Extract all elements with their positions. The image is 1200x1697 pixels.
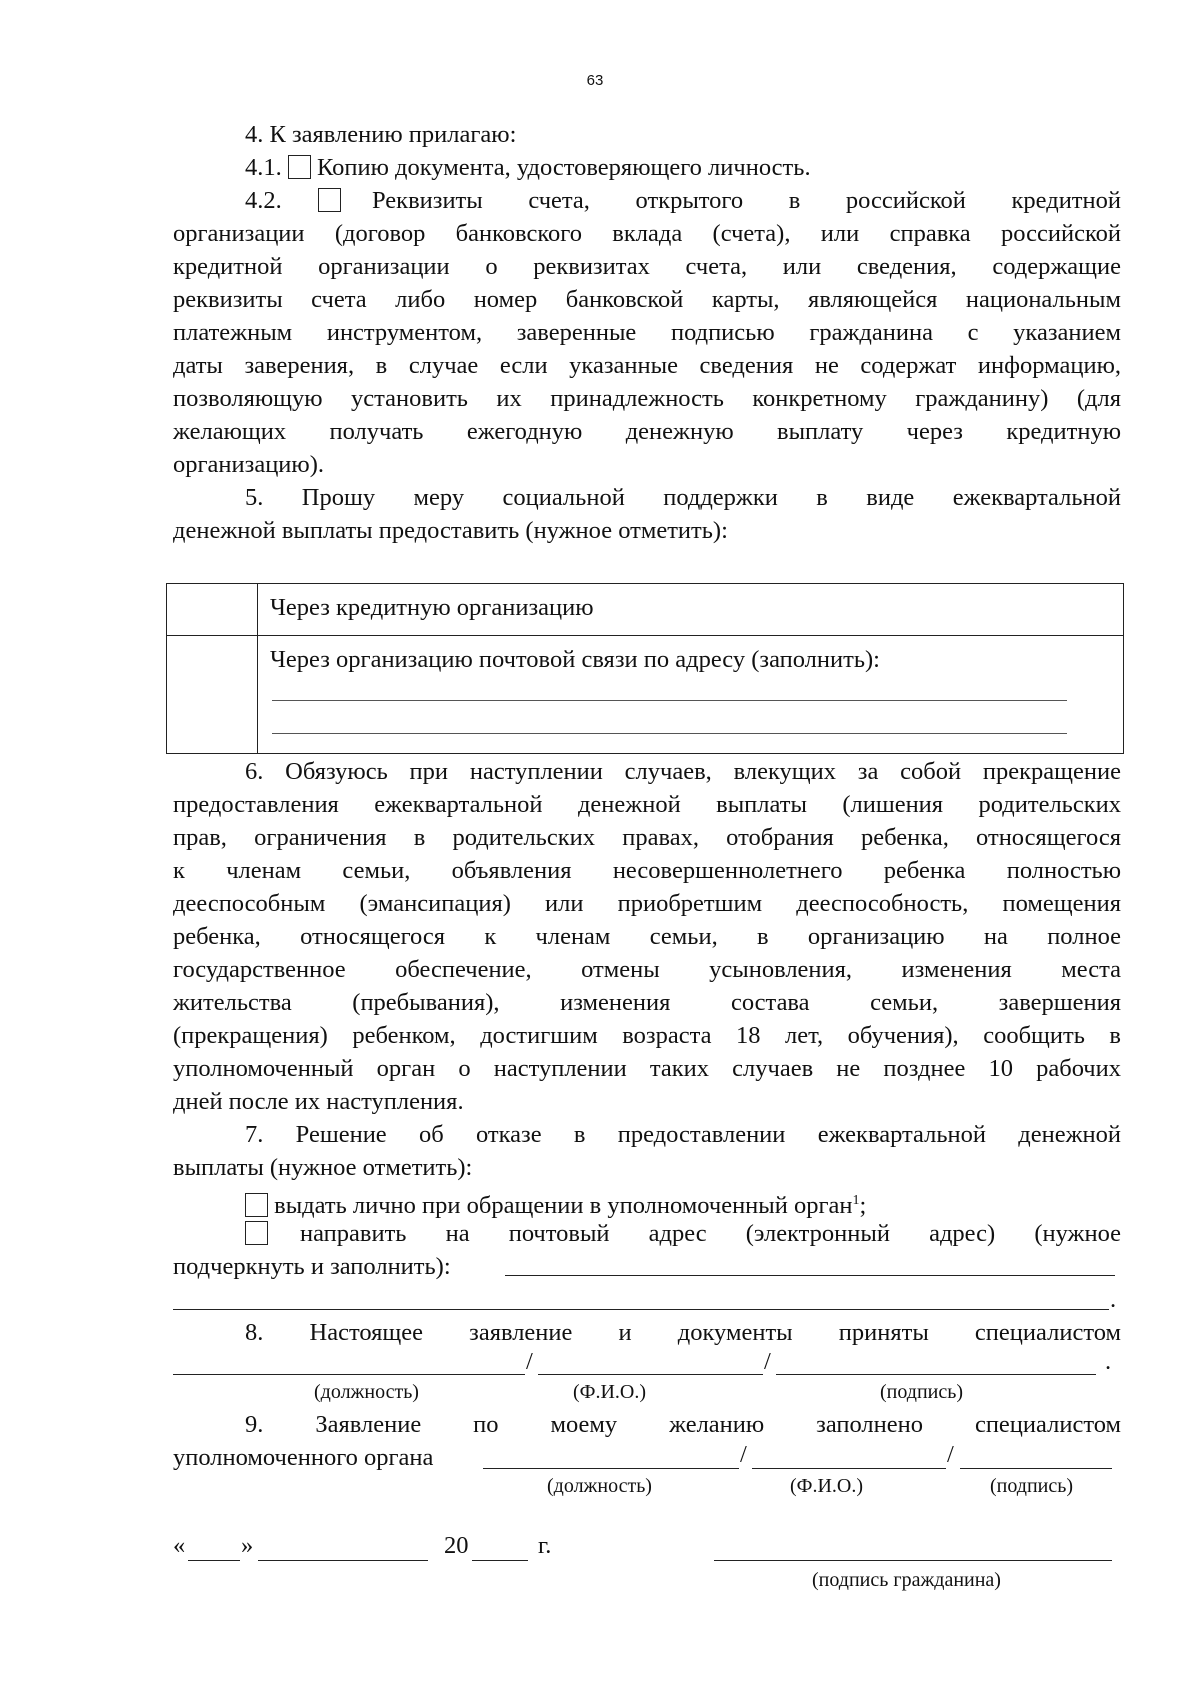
caption-signature: (подпись) bbox=[880, 1381, 964, 1403]
refusal-in-person-text: выдать лично при обращении в уполномоченный орган bbox=[274, 1192, 853, 1220]
address-line-2[interactable] bbox=[272, 733, 1067, 734]
mail-address-field-2[interactable] bbox=[173, 1309, 1109, 1310]
section-6-line: предоставления ежеквартальной денежной выплаты (лишения родительских bbox=[173, 791, 1121, 818]
section-6-line: жительства (пребывания), изменения состава семьи, завершения bbox=[173, 989, 1121, 1016]
slash: / bbox=[947, 1441, 954, 1468]
slash: / bbox=[740, 1441, 747, 1468]
refusal-in-person-checkbox[interactable] bbox=[245, 1193, 268, 1217]
option-post-cell bbox=[258, 636, 1124, 754]
item-4-2-checkbox[interactable] bbox=[318, 188, 341, 212]
caption-position: (должность) bbox=[547, 1475, 652, 1497]
section-5-line-1: 5. Прошу меру социальной поддержки в виде ежеквартальной bbox=[245, 484, 1121, 511]
date-year-prefix: 20 bbox=[444, 1532, 469, 1559]
section-7-line-2: выплаты (нужное отметить): bbox=[173, 1154, 473, 1181]
item-4-1-number: 4.1. bbox=[245, 154, 282, 181]
refusal-by-mail-checkbox[interactable] bbox=[245, 1221, 268, 1245]
caption-position: (должность) bbox=[314, 1381, 419, 1403]
section-6-line: прав, ограничения в родительских правах, отобрания ребенка, относящегося bbox=[173, 824, 1121, 851]
section-6-line: к членам семьи, объявления несовершеннолетнего ребенка полностью bbox=[173, 857, 1121, 884]
mail-address-field-1[interactable] bbox=[505, 1275, 1115, 1276]
item-4-2-number: 4.2. bbox=[245, 187, 282, 214]
section-6-line: дееспособным (эмансипация) или приобретшим дееспособность, помещения bbox=[173, 890, 1121, 917]
section-7-line-1: 7. Решение об отказе в предоставлении ежеквартальной денежной bbox=[245, 1121, 1121, 1148]
date-year-field[interactable] bbox=[472, 1560, 528, 1561]
option-row-credit bbox=[167, 584, 1124, 636]
slash: / bbox=[526, 1348, 533, 1375]
page-number: 63 bbox=[586, 72, 604, 89]
option-credit-cell bbox=[258, 584, 1124, 636]
item-4-1 bbox=[245, 151, 1121, 184]
filled-by-position-field[interactable] bbox=[483, 1468, 739, 1469]
date-quote-open: « bbox=[173, 1532, 186, 1559]
accepted-name-field[interactable] bbox=[538, 1374, 763, 1375]
item-4-2-line: даты заверения, в случае если указанные сведения не содержат информацию, bbox=[173, 352, 1121, 379]
section-6-last-line: дней после их наступления. bbox=[173, 1088, 464, 1115]
item-4-2-line: реквизиты счета либо номер банковской карты, являющейся национальным bbox=[173, 286, 1121, 313]
refusal-by-mail-continuation: подчеркнуть и заполнить): bbox=[173, 1253, 451, 1280]
section-4-heading: 4. К заявлению прилагаю: bbox=[245, 121, 517, 148]
caption-name: (Ф.И.О.) bbox=[573, 1381, 647, 1403]
slash: / bbox=[764, 1348, 771, 1375]
section-6-line: уполномоченный орган о наступлении таких случаев не позднее 10 рабочих bbox=[173, 1055, 1121, 1082]
section-8-line-1: 8. Настоящее заявление и документы приняты специалистом bbox=[245, 1319, 1121, 1346]
item-4-2-first-line: Реквизиты счета, открытого в российской кредитной bbox=[372, 187, 1121, 214]
item-4-1-checkbox[interactable] bbox=[288, 155, 311, 179]
caption-citizen-signature: (подпись гражданина) bbox=[812, 1569, 1001, 1591]
section-9-line-1: 9. Заявление по моему желанию заполнено специалистом bbox=[245, 1411, 1121, 1438]
item-4-2-line: организации (договор банковского вклада (счета), или справка российской bbox=[173, 220, 1121, 247]
item-4-1-text: Копию документа, удостоверяющего личность. bbox=[317, 154, 811, 181]
section-5-line-2: денежной выплаты предоставить (нужное отметить): bbox=[173, 517, 728, 544]
end-dot: . bbox=[1105, 1348, 1112, 1375]
option-post-label: Через организацию почтовой связи по адресу (заполнить): bbox=[270, 646, 880, 673]
accepted-signature-field[interactable] bbox=[776, 1374, 1096, 1375]
item-4-2-line: кредитной организации о реквизитах счета, или сведения, содержащие bbox=[173, 253, 1121, 280]
filled-by-name-field[interactable] bbox=[752, 1468, 946, 1469]
option-post-mark-cell[interactable] bbox=[167, 636, 258, 754]
caption-signature: (подпись) bbox=[990, 1475, 1074, 1497]
filled-by-signature-field[interactable] bbox=[960, 1468, 1112, 1469]
section-6-line: государственное обеспечение, отмены усыновления, изменения места bbox=[173, 956, 1121, 983]
refusal-in-person-end: ; bbox=[859, 1192, 867, 1220]
item-4-2-line: желающих получать ежегодную денежную выплату через кредитную bbox=[173, 418, 1121, 445]
citizen-signature-field[interactable] bbox=[714, 1560, 1112, 1561]
accepted-position-field[interactable] bbox=[173, 1374, 525, 1375]
refusal-by-mail-text: направить на почтовый адрес (электронный адрес) (нужное bbox=[300, 1220, 1121, 1247]
section-6-line: ребенка, относящегося к членам семьи, в организацию на полное bbox=[173, 923, 1121, 950]
option-credit-label: Через кредитную организацию bbox=[270, 594, 594, 621]
date-year-suffix: г. bbox=[538, 1532, 552, 1559]
payment-options-table bbox=[166, 583, 1124, 754]
footnote-marker: 1 bbox=[852, 1193, 860, 1208]
date-day-field[interactable] bbox=[188, 1560, 240, 1561]
item-4-2-last-line: организацию). bbox=[173, 451, 325, 478]
section-6-line: (прекращения) ребенком, достигшим возраста 18 лет, обучения), сообщить в bbox=[173, 1022, 1121, 1049]
date-quote-close: » bbox=[241, 1532, 254, 1559]
item-4-2-line: платежным инструментом, заверенные подписью гражданина с указанием bbox=[173, 319, 1121, 346]
item-4-2-line: позволяющую установить их принадлежность конкретному гражданину) (для bbox=[173, 385, 1121, 412]
section-6-line: 6. Обязуюсь при наступлении случаев, влекущих за собой прекращение bbox=[245, 758, 1121, 785]
option-row-post bbox=[167, 636, 1124, 754]
date-month-field[interactable] bbox=[258, 1560, 428, 1561]
mail-address-end-dot: . bbox=[1110, 1286, 1117, 1313]
address-line-1[interactable] bbox=[272, 700, 1067, 701]
section-9-line-2: уполномоченного органа bbox=[173, 1444, 434, 1471]
option-credit-mark-cell[interactable] bbox=[167, 584, 258, 636]
caption-name: (Ф.И.О.) bbox=[790, 1475, 864, 1497]
